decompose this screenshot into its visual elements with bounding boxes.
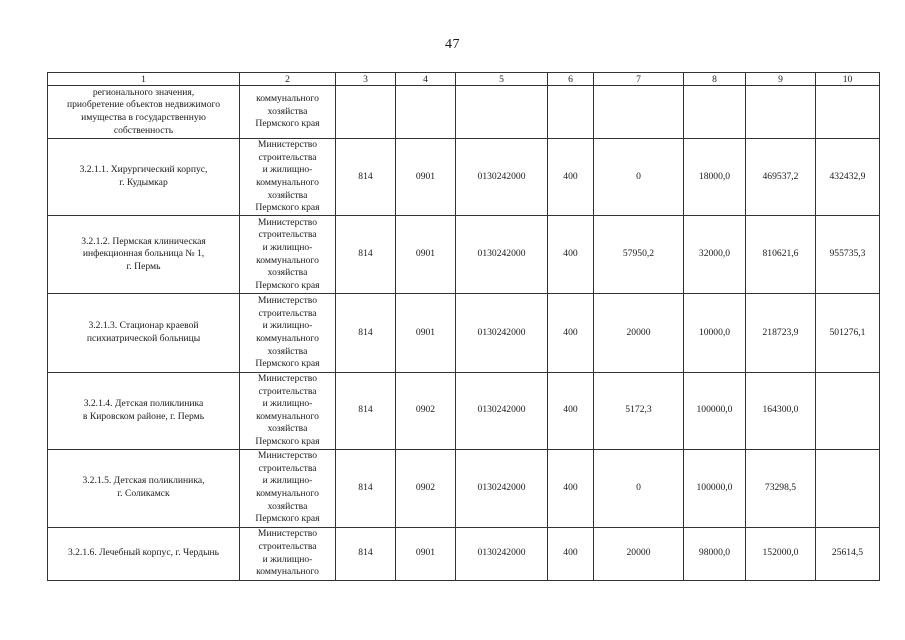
column-header: 3: [336, 73, 396, 86]
value-cell-c9: 164300,0: [746, 373, 816, 450]
organization-line: Пермского края: [255, 202, 320, 214]
item-name-cell: [48, 373, 240, 450]
value-cell-c5: [456, 86, 548, 139]
organization-line: коммунального: [256, 566, 319, 578]
item-name-line: психиатрической больницы: [86, 333, 201, 344]
item-name-line: 3.2.1.6. Лечебный корпус, г. Чердынь: [67, 547, 220, 559]
value-cell-c9: 218723,9: [746, 294, 816, 373]
value-cell-c6: [548, 86, 594, 139]
item-name-cell: [48, 139, 240, 216]
item-name-line: 3.2.1.2. Пермская клиническая: [81, 235, 206, 247]
table-row: [48, 527, 880, 580]
organization-line: коммунального: [256, 333, 319, 344]
value-cell-c3: 814: [336, 139, 396, 216]
organization-line: Пермского края: [255, 513, 320, 525]
value-cell-c7: 0: [594, 139, 684, 216]
value-cell-c4: [396, 86, 456, 139]
organization-line: и жилищно-: [262, 475, 313, 487]
value-cell-c8: 100000,0: [684, 373, 746, 450]
value-cell-c3: 814: [336, 294, 396, 373]
value-cell-c5: 0130242000: [456, 527, 548, 580]
value-cell-c8: 32000,0: [684, 216, 746, 294]
value-cell-c6: 400: [548, 527, 594, 580]
value-cell-c7: 5172,3: [594, 373, 684, 450]
value-cell-c3: 814: [336, 449, 396, 527]
value-cell-c7: 20000: [594, 527, 684, 580]
organization-line: Пермского края: [255, 358, 320, 370]
organization-line: и жилищно-: [262, 241, 313, 253]
item-name-cell: [48, 527, 240, 580]
column-header: 1: [48, 73, 240, 86]
item-name-cell: [48, 449, 240, 527]
value-cell-c4: 0901: [396, 139, 456, 216]
organization-line: хозяйства: [267, 267, 308, 279]
value-cell-c6: 400: [548, 294, 594, 373]
organization-line: и жилищно-: [262, 553, 313, 565]
item-name-line: г. Пермь: [126, 260, 161, 272]
item-name-line: собственность: [113, 124, 174, 136]
value-cell-c7: 20000: [594, 294, 684, 373]
value-cell-c6: 400: [548, 216, 594, 294]
value-cell-c4: 0901: [396, 527, 456, 580]
organization-line: хозяйства: [267, 423, 308, 435]
organization-line: коммунального: [256, 177, 319, 188]
value-cell-c4: 0902: [396, 449, 456, 527]
organization-line: строительства: [258, 385, 317, 397]
value-cell-c6: 400: [548, 449, 594, 527]
value-cell-c3: 814: [336, 216, 396, 294]
organization-line: хозяйства: [267, 105, 308, 117]
page-number: 47: [445, 37, 460, 52]
organization-line: Министерство: [257, 528, 318, 540]
organization-cell: [240, 86, 336, 139]
value-cell-c9: 469537,2: [746, 139, 816, 216]
value-cell-c9: 152000,0: [746, 527, 816, 580]
value-cell-c5: 0130242000: [456, 139, 548, 216]
organization-line: хозяйства: [267, 500, 308, 512]
item-name-line: г. Соликамск: [117, 488, 170, 500]
organization-line: и жилищно-: [262, 398, 313, 410]
value-cell-c3: 814: [336, 527, 396, 580]
organization-line: коммунального: [256, 93, 319, 105]
item-name-cell: [48, 294, 240, 373]
organization-cell: [240, 373, 336, 450]
item-name-line: инфекционная больница № 1,: [82, 248, 205, 260]
item-name-line: приобретение объектов недвижимого: [66, 99, 221, 111]
column-header: 5: [456, 73, 548, 86]
value-cell-c9: 810621,6: [746, 216, 816, 294]
organization-cell: [240, 527, 336, 580]
item-name-cell: [48, 216, 240, 294]
value-cell-c7: 0: [594, 449, 684, 527]
organization-line: Пермского края: [255, 435, 320, 447]
value-cell-c8: 10000,0: [684, 294, 746, 373]
organization-line: и жилищно-: [262, 320, 313, 332]
organization-cell: [240, 216, 336, 294]
organization-line: коммунального: [256, 410, 319, 422]
organization-line: хозяйства: [267, 189, 308, 201]
value-cell-c8: 100000,0: [684, 449, 746, 527]
value-cell-c5: 0130242000: [456, 449, 548, 527]
item-name-line: 3.2.1.1. Хирургический корпус,: [79, 164, 208, 176]
column-header: 9: [746, 73, 816, 86]
value-cell-c6: 400: [548, 139, 594, 216]
organization-line: строительства: [258, 307, 317, 319]
item-name-line: в Кировском районе, г. Пермь: [82, 410, 205, 422]
value-cell-c5: 0130242000: [456, 373, 548, 450]
value-cell-c4: 0901: [396, 216, 456, 294]
value-cell-c8: 98000,0: [684, 527, 746, 580]
table-row: [48, 139, 880, 216]
organization-cell: [240, 449, 336, 527]
item-name-line: 3.2.1.3. Стационар краевой: [88, 320, 199, 332]
item-name-line: регионального значения,: [92, 86, 195, 98]
value-cell-c6: 400: [548, 373, 594, 450]
column-header: 4: [396, 73, 456, 86]
value-cell-c10: 432432,9: [816, 139, 880, 216]
table-row: [48, 449, 880, 527]
organization-line: коммунального: [256, 488, 319, 500]
value-cell-c9: [746, 86, 816, 139]
table-row: [48, 216, 880, 294]
column-header: 7: [594, 73, 684, 86]
value-cell-c10: 955735,3: [816, 216, 880, 294]
table-row: [48, 86, 880, 139]
item-name-line: 3.2.1.4. Детская поликлиника: [83, 398, 204, 410]
value-cell-c10: [816, 86, 880, 139]
value-cell-c4: 0901: [396, 294, 456, 373]
header-row: [48, 73, 880, 86]
organization-line: строительства: [258, 151, 317, 163]
organization-line: и жилищно-: [262, 164, 313, 176]
item-name-line: 3.2.1.5. Детская поликлиника,: [82, 475, 205, 487]
organization-line: Министерство: [257, 295, 318, 307]
organization-line: коммунального: [256, 254, 319, 266]
organization-line: хозяйства: [267, 345, 308, 357]
value-cell-c9: 73298,5: [746, 449, 816, 527]
value-cell-c8: 18000,0: [684, 139, 746, 216]
value-cell-c7: [594, 86, 684, 139]
value-cell-c10: 25614,5: [816, 527, 880, 580]
value-cell-c8: [684, 86, 746, 139]
table-row: [48, 294, 880, 373]
value-cell-c4: 0902: [396, 373, 456, 450]
value-cell-c5: 0130242000: [456, 216, 548, 294]
organization-cell: [240, 139, 336, 216]
value-cell-c10: 501276,1: [816, 294, 880, 373]
value-cell-c10: [816, 373, 880, 450]
organization-line: строительства: [258, 540, 317, 552]
organization-line: Министерство: [257, 139, 318, 151]
organization-line: строительства: [258, 229, 317, 241]
organization-line: Пермского края: [255, 118, 320, 130]
column-header: 2: [240, 73, 336, 86]
value-cell-c5: 0130242000: [456, 294, 548, 373]
item-name-line: имущества в государственную: [81, 112, 206, 123]
table-row: [48, 373, 880, 450]
budget-table: [47, 72, 880, 581]
value-cell-c10: [816, 449, 880, 527]
table-body: [48, 86, 880, 581]
column-header: 8: [684, 73, 746, 86]
value-cell-c3: 814: [336, 373, 396, 450]
column-header: 6: [548, 73, 594, 86]
item-name-cell: [48, 86, 240, 139]
organization-cell: [240, 294, 336, 373]
value-cell-c7: 57950,2: [594, 216, 684, 294]
item-name-line: г. Кудымкар: [119, 177, 168, 188]
organization-line: Пермского края: [255, 279, 320, 291]
organization-line: строительства: [258, 462, 317, 474]
organization-line: Министерство: [257, 216, 318, 228]
organization-line: Министерство: [257, 373, 318, 384]
column-header: 10: [816, 73, 880, 86]
organization-line: Министерство: [257, 450, 318, 462]
value-cell-c3: [336, 86, 396, 139]
